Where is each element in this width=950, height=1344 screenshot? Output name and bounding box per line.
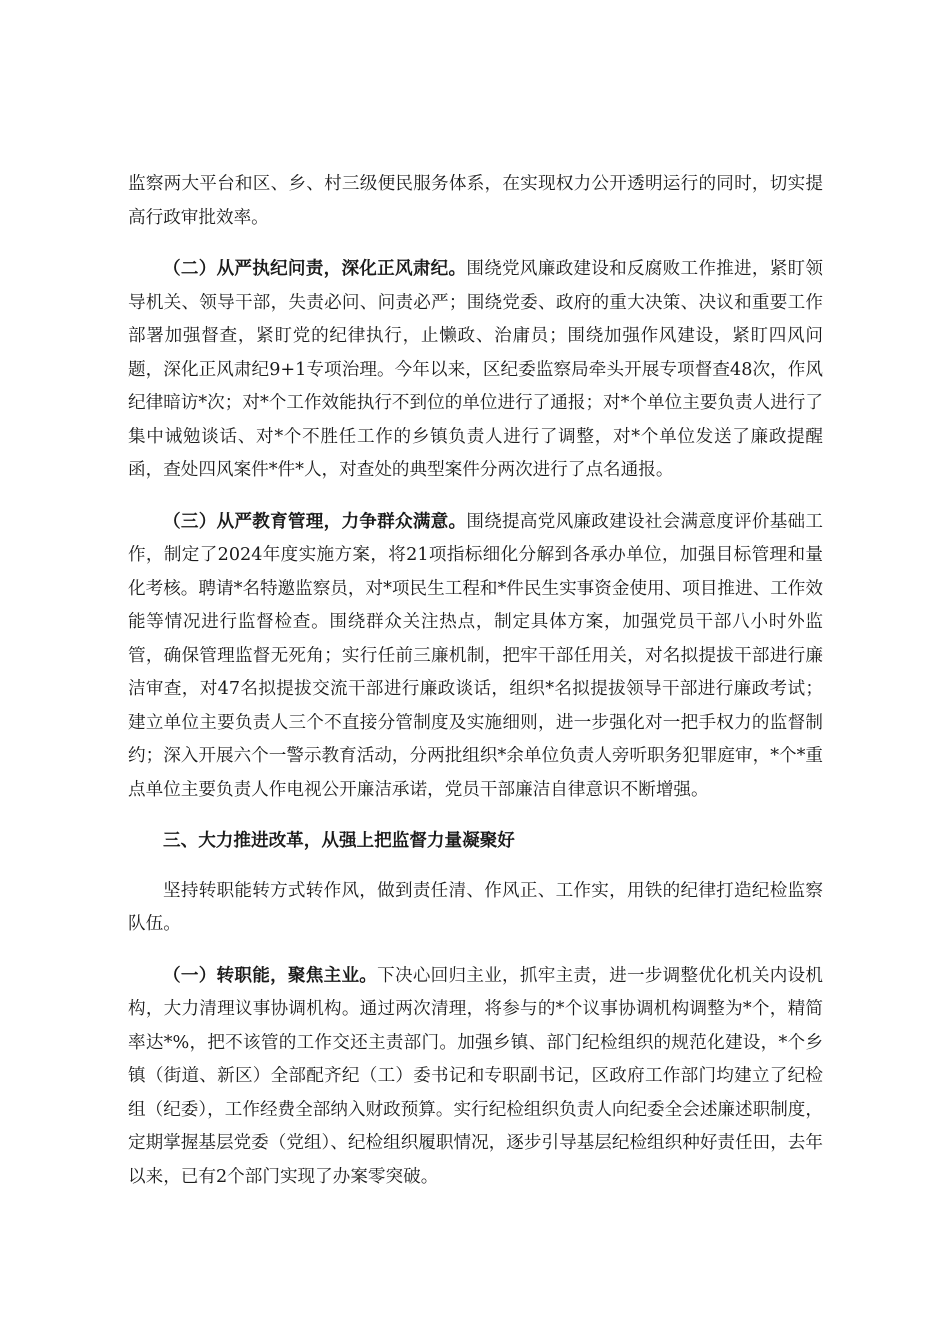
paragraph-text: 下决心回归主业，抓牢主责，进一步调整优化机关内设机构，大力清理议事协调机构。通过两次清理，将参与的*个议事协调机构调整为*个，精简率达*%，把不该管的工作交还主责部门。加强乡镇、部门纪检组织的规范化建设，*个乡镇（街道、新区）全部配齐纪（工）委书记和专职副书记，区政府工作部门均建立了纪检组（纪委），工作经费全部纳入财政预算。实行纪检组织负责人向纪委全会述廉述职制度，定期掌握基层党委（党组）、纪检组织履职情况，逐步引导基层纪检组织种好责任田，去年以来，已有2个部门实现了办案零突破。 <box>128 965 823 1187</box>
heading-text: 三、大力推进改革，从强上把监督力量凝聚好 <box>163 830 515 851</box>
paragraph-subsection-1 <box>128 959 823 1195</box>
paragraph-text: 围绕提高党风廉政建设社会满意度评价基础工作，制定了2024年度实施方案，将21项指标细化分解到各承办单位，加强目标管理和量化考核。聘请*名特邀监察员，对*项民生工程和*件民生实事资金使用、项目推进、工作效能等情况进行监督检查。围绕群众关注热点，制定具体方案，加强党员干部八小时外监管，确保管理监督无死角；实行任前三廉机制，把牢干部任用关，对名拟提拔干部进行廉洁审查，对47名拟提拔交流干部进行廉政谈话，组织*名拟提拔领导干部进行廉政考试；建立单位主要负责人三个不直接分管制度及实施细则，进一步强化对一把手权力的监督制约；深入开展六个一警示教育活动，分两批组织*余单位负责人旁听职务犯罪庭审，*个*重点单位主要负责人作电视公开廉洁承诺，党员干部廉洁自律意识不断增强。 <box>128 511 823 800</box>
paragraph-section-2 <box>128 252 823 488</box>
paragraph-text: 坚持转职能转方式转作风，做到责任清、作风正、工作实，用铁的纪律打造纪检监察队伍。 <box>128 880 823 934</box>
paragraph-continuation <box>128 168 823 235</box>
paragraph-text: 监察两大平台和区、乡、村三级便民服务体系，在实现权力公开透明运行的同时，切实提高行政审批效率。 <box>128 174 823 228</box>
section-heading <box>128 824 823 858</box>
document-page <box>128 168 823 1211</box>
paragraph-lead: （一）转职能，聚焦主业。 <box>163 964 378 986</box>
paragraph-section-3 <box>128 505 823 808</box>
paragraph-lead: （二）从严执纪问责，深化正风肃纪。 <box>163 258 467 279</box>
paragraph-text: 围绕党风廉政建设和反腐败工作推进，紧盯领导机关、领导干部，失责必问、问责必严；围绕党委、政府的重大决策、决议和重要工作部署加强督查，紧盯党的纪律执行，止懒政、治庸员；围绕加强作风建设，紧盯四风问题，深化正风肃纪9+1专项治理。今年以来，区纪委监察局牵头开展专项督查48次，作风纪律暗访*次；对*个工作效能执行不到位的单位进行了通报；对*个单位主要负责人进行了集中诫勉谈话、对*个不胜任工作的乡镇负责人进行了调整，对*个单位发送了廉政提醒函，查处四风案件*件*人，对查处的典型案件分两次进行了点名通报。 <box>128 259 823 480</box>
paragraph-intro <box>128 875 823 942</box>
paragraph-lead: （三）从严教育管理，力争群众满意。 <box>163 510 467 532</box>
